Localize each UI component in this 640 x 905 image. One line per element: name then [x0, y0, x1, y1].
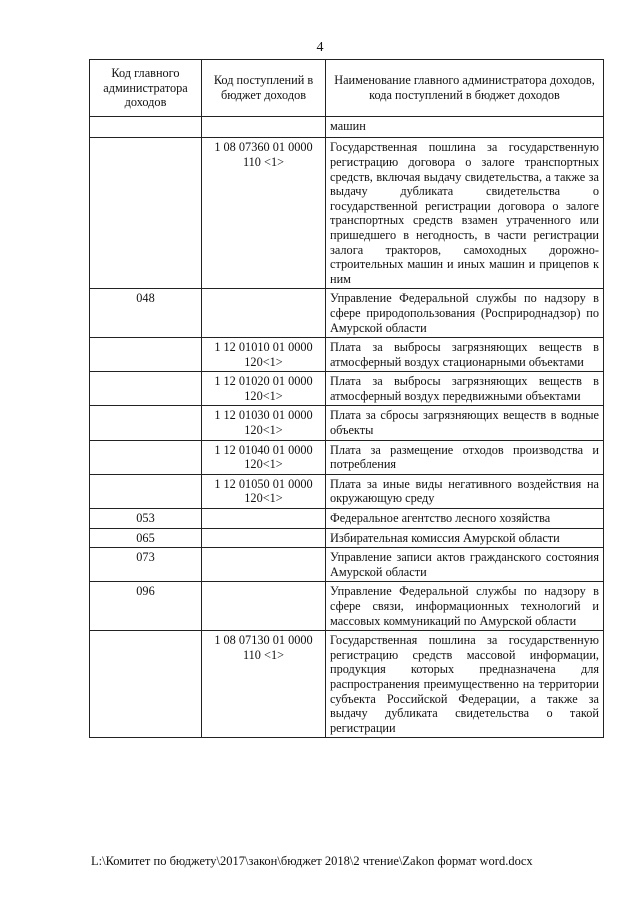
- table-row: [90, 582, 604, 631]
- table-row: [90, 474, 604, 508]
- table-row: [90, 631, 604, 738]
- name-cell: Плата за выбросы загрязняющих веществ в атмосферный воздух передвижными объектами: [326, 372, 604, 406]
- table-row: [90, 406, 604, 440]
- table-row: [90, 528, 604, 548]
- revenue-code-cell: [202, 582, 326, 631]
- admin-code-cell: 073: [90, 548, 202, 582]
- name-cell: Государственная пошлина за государственную регистрацию средств массовой информации, продукция которых предназначена для распространения преимущественно на территории субъекта Российской Федерации, а также за выдачу дубликата свидетельства о такой регистрации: [326, 631, 604, 738]
- revenue-code-cell: [202, 289, 326, 338]
- name-cell: машин: [326, 116, 604, 138]
- admin-code-cell: [90, 474, 202, 508]
- table-row: [90, 440, 604, 474]
- name-cell: Управление Федеральной службы по надзору в сфере связи, информационных технологий и массовых коммуникаций по Амурской области: [326, 582, 604, 631]
- name-cell: Управление записи актов гражданского состояния Амурской области: [326, 548, 604, 582]
- admin-code-cell: [90, 138, 202, 289]
- name-cell: Управление Федеральной службы по надзору в сфере природопользования (Росприроднадзор) по Амурской области: [326, 289, 604, 338]
- admin-code-cell: [90, 406, 202, 440]
- name-cell: Избирательная комиссия Амурской области: [326, 528, 604, 548]
- admin-code-cell: 096: [90, 582, 202, 631]
- admin-code-cell: [90, 631, 202, 738]
- admin-code-cell: [90, 338, 202, 372]
- revenue-administrators-table: [89, 59, 604, 738]
- table-row: [90, 338, 604, 372]
- name-cell: Государственная пошлина за государственную регистрацию договора о залоге транспортных средств, включая выдачу свидетельства, а также за выдачу дубликата свидетельства о государственной регистрации договора о залоге транспортных средств взамен утраченного или пришедшего в негодность, в части регистрации залога тракторов, самоходных дорожно-строительных машин и иных машин и прицепов к ним: [326, 138, 604, 289]
- revenue-code-cell: [202, 548, 326, 582]
- revenue-code-cell: [202, 509, 326, 529]
- revenue-code-cell: 1 08 07360 01 0000 110 <1>: [202, 138, 326, 289]
- revenue-code-cell: [202, 116, 326, 138]
- table-row: [90, 548, 604, 582]
- name-cell: Плата за выбросы загрязняющих веществ в атмосферный воздух стационарными объектами: [326, 338, 604, 372]
- table-row: [90, 138, 604, 289]
- admin-code-cell: 048: [90, 289, 202, 338]
- admin-code-cell: [90, 116, 202, 138]
- name-cell: Плата за размещение отходов производства и потребления: [326, 440, 604, 474]
- admin-code-cell: 053: [90, 509, 202, 529]
- admin-code-cell: [90, 440, 202, 474]
- header-name: Наименование главного администратора доходов, кода поступлений в бюджет доходов: [326, 60, 604, 117]
- header-revenue-code: Код поступлений в бюджет доходов: [202, 60, 326, 117]
- table-row: [90, 289, 604, 338]
- admin-code-cell: [90, 372, 202, 406]
- revenue-code-cell: 1 12 01020 01 0000 120<1>: [202, 372, 326, 406]
- revenue-code-cell: 1 12 01040 01 0000 120<1>: [202, 440, 326, 474]
- revenue-code-cell: 1 12 01050 01 0000 120<1>: [202, 474, 326, 508]
- page-number: 4: [316, 40, 324, 55]
- table-row: [90, 372, 604, 406]
- table-header-row: [90, 60, 604, 117]
- revenue-code-cell: 1 12 01010 01 0000 120<1>: [202, 338, 326, 372]
- revenue-code-cell: 1 12 01030 01 0000 120<1>: [202, 406, 326, 440]
- name-cell: Плата за сбросы загрязняющих веществ в водные объекты: [326, 406, 604, 440]
- table-row: [90, 116, 604, 138]
- revenue-code-cell: [202, 528, 326, 548]
- file-path-footer: L:\Комитет по бюджету\2017\закон\бюджет 2018\2 чтение\Zakon формат word.docx: [91, 854, 533, 868]
- name-cell: Федеральное агентство лесного хозяйства: [326, 509, 604, 529]
- table-row: [90, 509, 604, 529]
- header-admin-code: Код главного администратора доходов: [90, 60, 202, 117]
- name-cell: Плата за иные виды негативного воздействия на окружающую среду: [326, 474, 604, 508]
- admin-code-cell: 065: [90, 528, 202, 548]
- revenue-code-cell: 1 08 07130 01 0000 110 <1>: [202, 631, 326, 738]
